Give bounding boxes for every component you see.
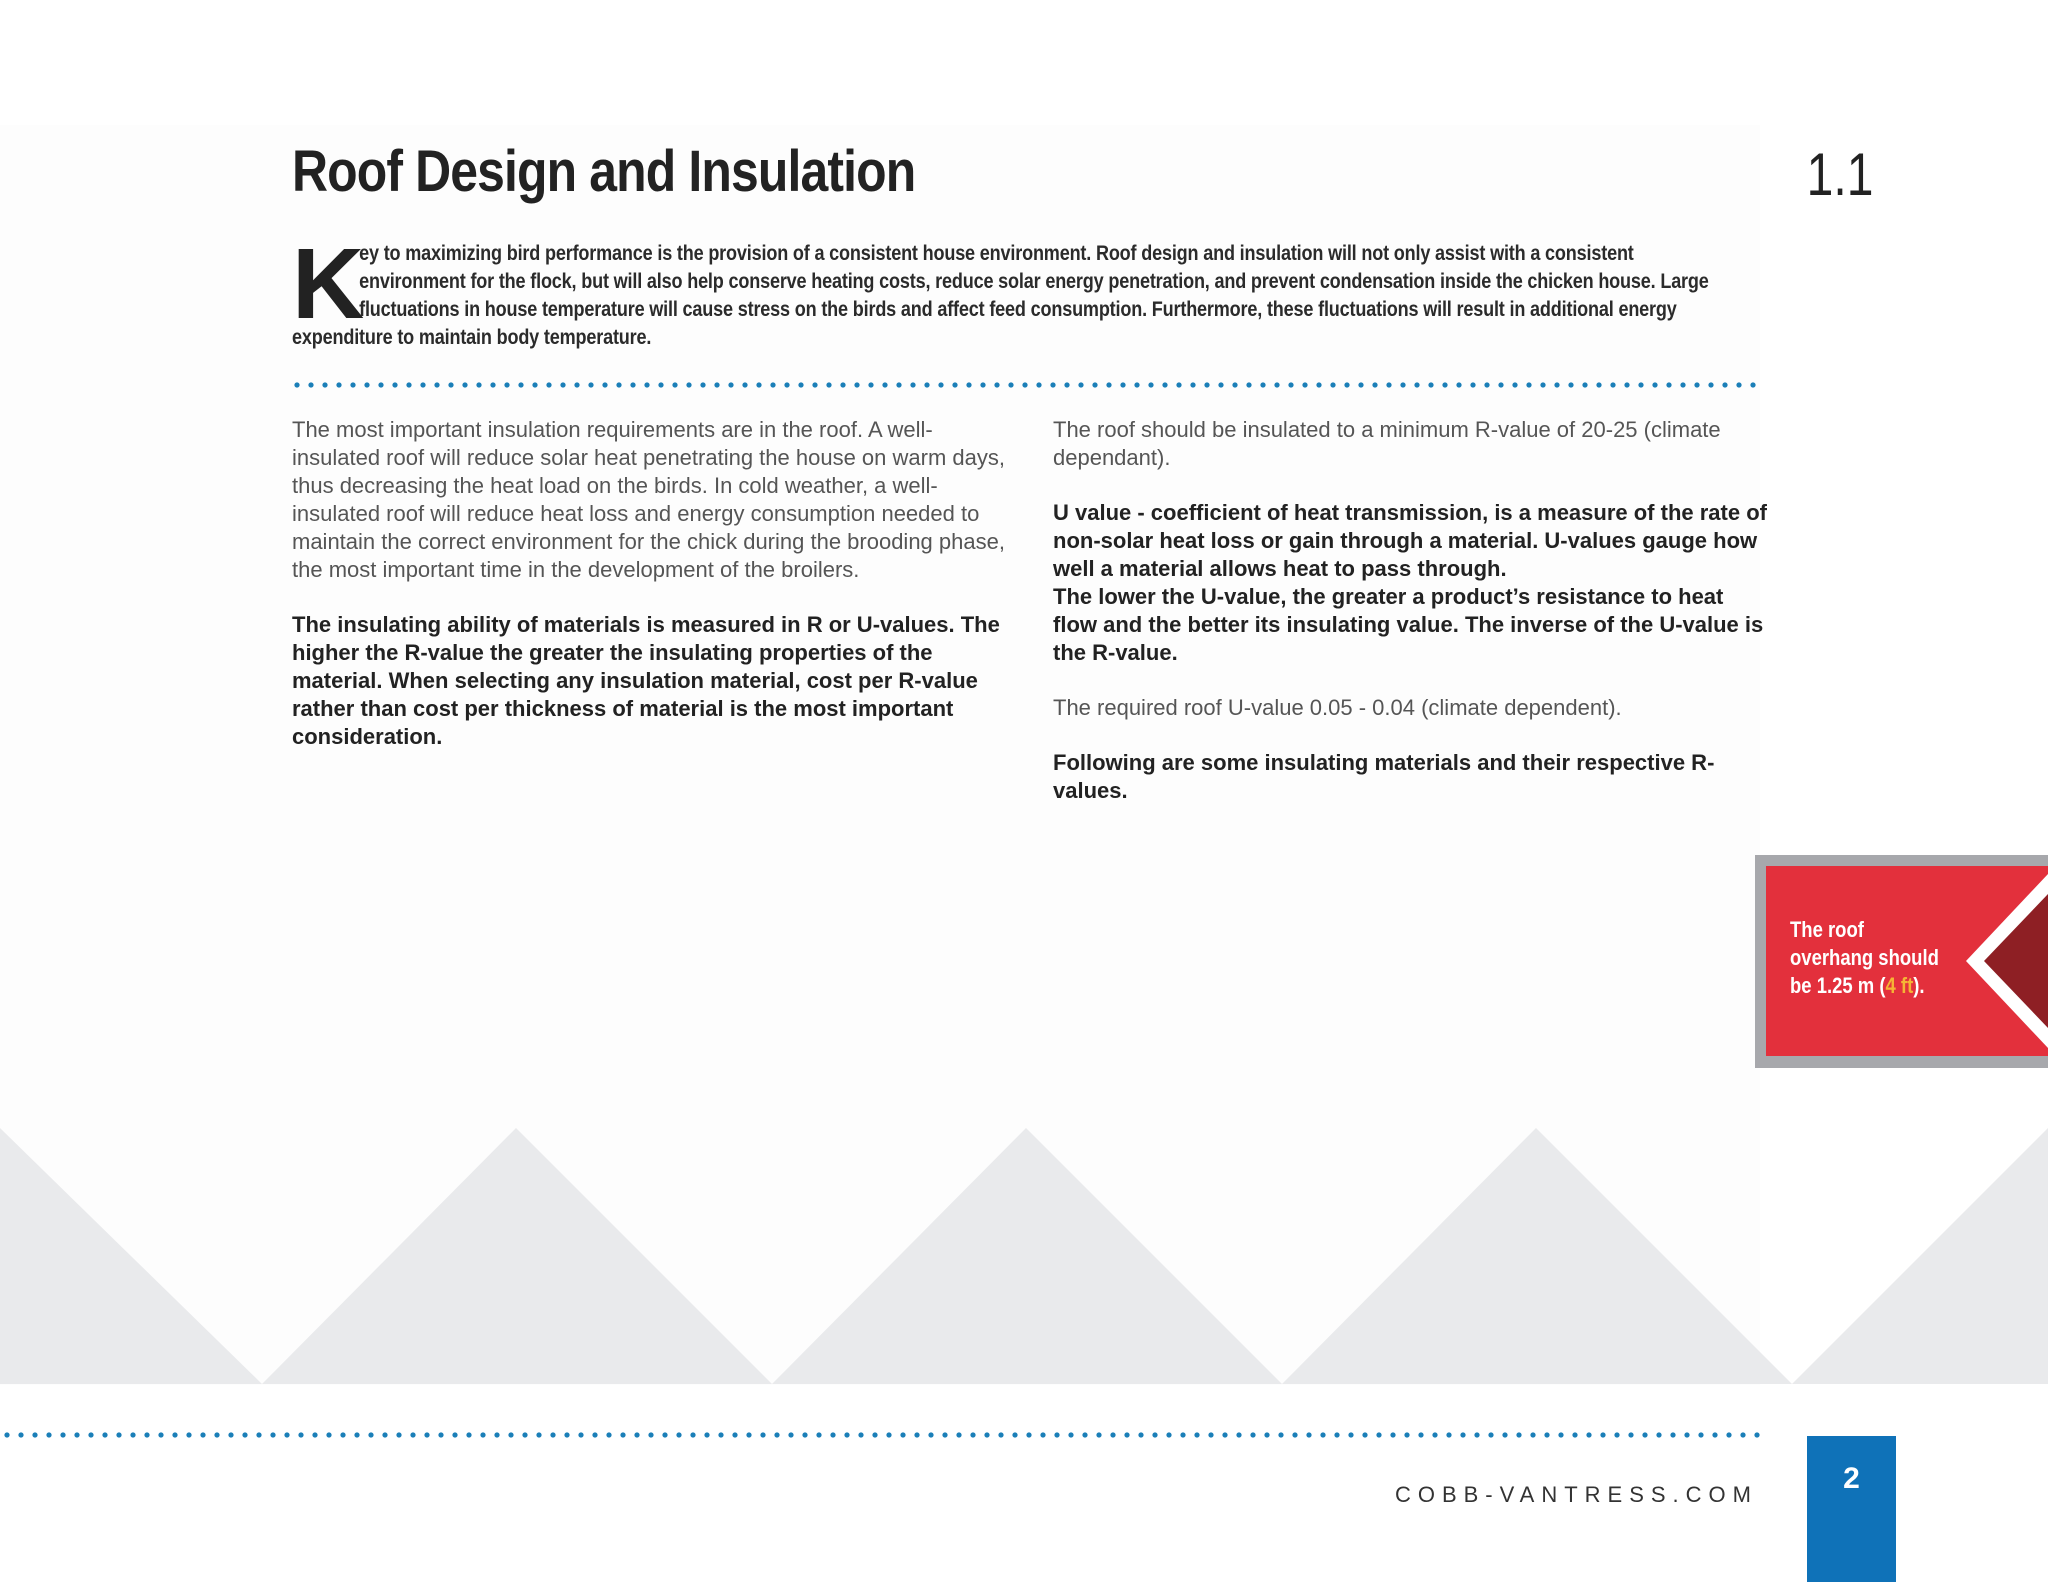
right-paragraph-2b: The lower the U-value, the greater a product’s resistance to heat flow and the better its insulating value. The inverse of the U-value is the R-value. (1053, 584, 1764, 665)
callout-accent-value: 4 ft (1885, 973, 1914, 998)
page-number-box (1807, 1436, 1896, 1582)
right-paragraph-3: The required roof U-value 0.05 - 0.04 (climate dependent). (1053, 695, 1622, 720)
right-paragraph-4: Following are some insulating materials and their respective R-values. (1053, 750, 1715, 803)
intro-paragraph (292, 228, 1732, 352)
left-column (292, 416, 1007, 778)
right-paragraph-1: The roof should be insulated to a minimum R-value of 20-25 (climate dependant). (1053, 417, 1721, 470)
callout-line-2: overhang should (1790, 945, 1939, 970)
callout-line-3-prefix: be 1.25 m ( (1790, 973, 1886, 998)
roof-overhang-callout (1766, 866, 2048, 1056)
right-column (1053, 416, 1768, 832)
section-number: 1.1 (1806, 141, 1873, 208)
page-title: Roof Design and Insulation (292, 139, 916, 204)
bottom-dotted-divider (0, 1432, 1760, 1438)
footer-url: COBB-VANTRESS.COM (1394, 1482, 1758, 1507)
right-paragraph-2a: U value - coefficient of heat transmission, is a measure of the rate of non-solar heat loss or gain through a material. U-values gauge how well a material allows heat to pass through. (1053, 500, 1767, 581)
decorative-triangles (0, 1128, 2048, 1384)
top-dotted-divider (290, 382, 1760, 388)
callout-line-3-suffix: ). (1913, 973, 1925, 998)
callout-line-1: The roof (1790, 917, 1864, 942)
callout-text (1790, 916, 1958, 1000)
callout-line-3 (1790, 972, 1958, 1000)
intro-text: ey to maximizing bird performance is the provision of a consistent house environment. Roof design and insulation will not only assist with a consistent environment for the flock, but will also help conserve heating costs, reduce solar energy penetration, and prevent condensation inside the chicken house. Large fluctuations in house temperature will cause stress on the birds and affect feed consumption. Furthermore, these fluctuations will result in additional energy expenditure to maintain body temperature. (292, 242, 1709, 349)
left-paragraph-1: The most important insulation requirements are in the roof. A well-insulated roof will reduce solar heat penetrating the house on warm days, thus decreasing the heat load on the birds. In cold weather, a well-insulated roof will reduce heat loss and energy consumption needed to maintain the correct environment for the chick during the brooding phase, the most important time in the development of the broilers. (292, 417, 1005, 582)
left-paragraph-2: The insulating ability of materials is measured in R or U-values. The higher the R-value the greater the insulating properties of the material. When selecting any insulation material, cost per R-value rather than cost per thickness of material is the most important consideration. (292, 612, 1000, 749)
page-number: 2 (1843, 1462, 1860, 1495)
drop-cap: K (292, 228, 365, 340)
